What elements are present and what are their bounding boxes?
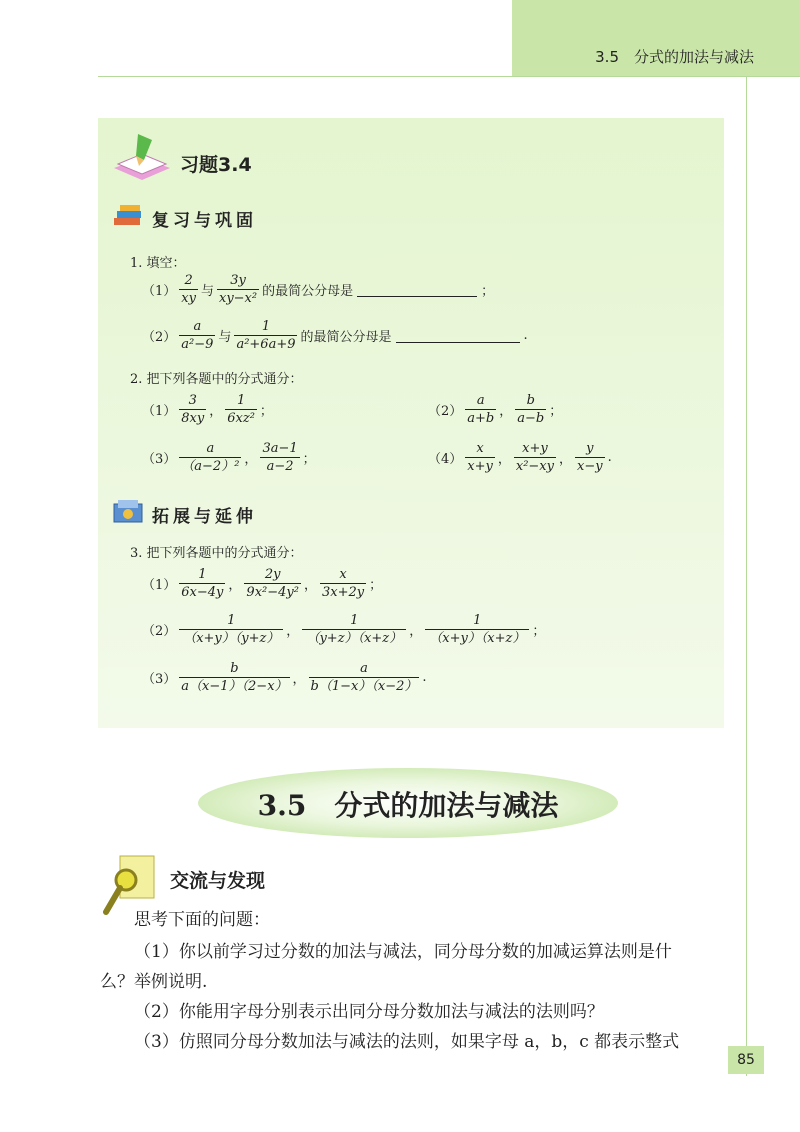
paragraph-line: 么？举例说明.	[100, 972, 208, 992]
fraction: $\frac{y}{x-y}$	[577, 441, 603, 474]
connector: 与	[200, 284, 214, 299]
separator: ，	[286, 624, 300, 639]
separator: ，	[559, 452, 573, 467]
fraction: $\frac{1}{6x-4y}$	[181, 567, 224, 600]
punctuation: ；	[302, 452, 316, 467]
punctuation: ；	[481, 284, 495, 299]
header-rule	[98, 76, 800, 77]
q3-part1	[142, 566, 382, 601]
separator: ，	[497, 452, 511, 467]
q3-label: 3. 把下列各题中的分式通分：	[130, 546, 303, 561]
running-header: 3.5 分式的加法与减法	[595, 48, 754, 66]
fraction: $\frac{a}{a+b}$	[467, 393, 495, 426]
q3-part2	[142, 612, 545, 647]
fraction: $\frac{2y}{\text{9x²−4y²}}$	[246, 567, 299, 600]
connector: 与	[218, 330, 232, 345]
punctuation: .	[607, 450, 612, 465]
section-title: 3.5 分式的加法与减法	[257, 789, 559, 822]
q2-part2	[428, 392, 562, 427]
paragraph-line: （1）你以前学习过分数的加法与减法，同分母分数的加减运算法则是什	[134, 942, 672, 962]
answer-blank[interactable]	[357, 282, 477, 297]
fraction: $\frac{1}{\text{6xz²}}$	[227, 393, 255, 426]
fraction: $\frac{b}{a-b}$	[517, 393, 545, 426]
q1-part1	[142, 272, 494, 307]
paragraph-line: （2）你能用字母分别表示出同分母分数加法与减法的法则吗？	[134, 1002, 604, 1022]
q3-part3	[142, 660, 427, 695]
separator: ，	[228, 578, 242, 593]
part-number: （1）	[142, 284, 177, 299]
punctuation: ；	[532, 624, 546, 639]
margin-rule	[746, 76, 747, 1076]
paragraph-line: 思考下面的问题：	[134, 910, 270, 930]
part-number: （1）	[142, 404, 177, 419]
fraction: $\frac{b}{a(x-1)(2-x)}$	[181, 661, 288, 694]
fraction: $\frac{2}{xy}$	[181, 273, 196, 306]
fraction: $\frac{3y}{\text{xy−x²}}$	[218, 273, 258, 306]
paragraph-line: （3）仿照同分母分数加法与减法的法则，如果字母 a，b，c 都表示整式	[134, 1032, 680, 1052]
punctuation: .	[523, 328, 528, 343]
exercise-title: 习题3.4	[180, 154, 252, 176]
separator: ，	[244, 452, 258, 467]
separator: ，	[409, 624, 423, 639]
fraction: $\frac{1}{(x+y)(x+z)}$	[425, 612, 529, 647]
section-extension-title: 拓展与延伸	[152, 507, 257, 527]
book-pencil-icon	[108, 130, 174, 186]
part-number: （2）	[142, 330, 177, 345]
separator: ，	[499, 404, 513, 419]
part-number: （3）	[142, 452, 177, 467]
separator: ，	[303, 578, 317, 593]
books-icon	[112, 204, 146, 230]
punctuation: .	[422, 670, 427, 685]
separator: ，	[292, 672, 306, 687]
q2-part1	[142, 392, 273, 427]
question-text: 的最简公分母是	[262, 284, 354, 299]
part-number: （2）	[142, 624, 177, 639]
q1-label: 1. 填空：	[130, 256, 186, 271]
fraction: $\frac{x}{x+y}$	[467, 441, 493, 474]
part-number: （2）	[428, 404, 463, 419]
section-banner	[198, 768, 618, 838]
punctuation: ；	[369, 578, 383, 593]
part-number: （4）	[428, 452, 463, 467]
section-review-title: 复习与巩固	[152, 211, 257, 231]
fraction: $\frac{1}{(x+y)(y+z)}$	[179, 612, 283, 647]
page-number: 85	[728, 1046, 764, 1074]
fraction: $\frac{3}{8xy}$	[181, 393, 205, 426]
discuss-title: 交流与发现	[170, 870, 266, 892]
q2-part4	[428, 440, 612, 475]
stack-icon	[112, 498, 146, 526]
separator: ，	[209, 404, 223, 419]
part-number: （3）	[142, 672, 177, 687]
question-text: 的最简公分母是	[300, 330, 392, 345]
fraction: $\frac{a}{\text{a²−9}}$	[181, 319, 214, 352]
fraction: $\frac{1}{(y+z)(x+z)}$	[302, 612, 406, 647]
punctuation: ；	[259, 404, 273, 419]
fraction: $\frac{1}{\text{a²+6a+9}}$	[236, 319, 296, 352]
fraction: $\frac{a}{b(1-x)(x-2)}$	[310, 661, 418, 694]
q2-label: 2. 把下列各题中的分式通分：	[130, 372, 303, 387]
q1-part2	[142, 318, 528, 353]
punctuation: ；	[549, 404, 563, 419]
fraction: $\frac{3a-1}{a-2}$	[262, 441, 298, 474]
fraction: $\frac{x}{3x+2y}$	[321, 567, 365, 600]
fraction: $\frac{a}{\text{（a−2）²}}$	[181, 441, 240, 474]
answer-blank[interactable]	[396, 328, 520, 343]
fraction: $\frac{x+y}{\text{x²−xy}}$	[515, 441, 554, 474]
part-number: （1）	[142, 578, 177, 593]
q2-part3	[142, 440, 316, 475]
